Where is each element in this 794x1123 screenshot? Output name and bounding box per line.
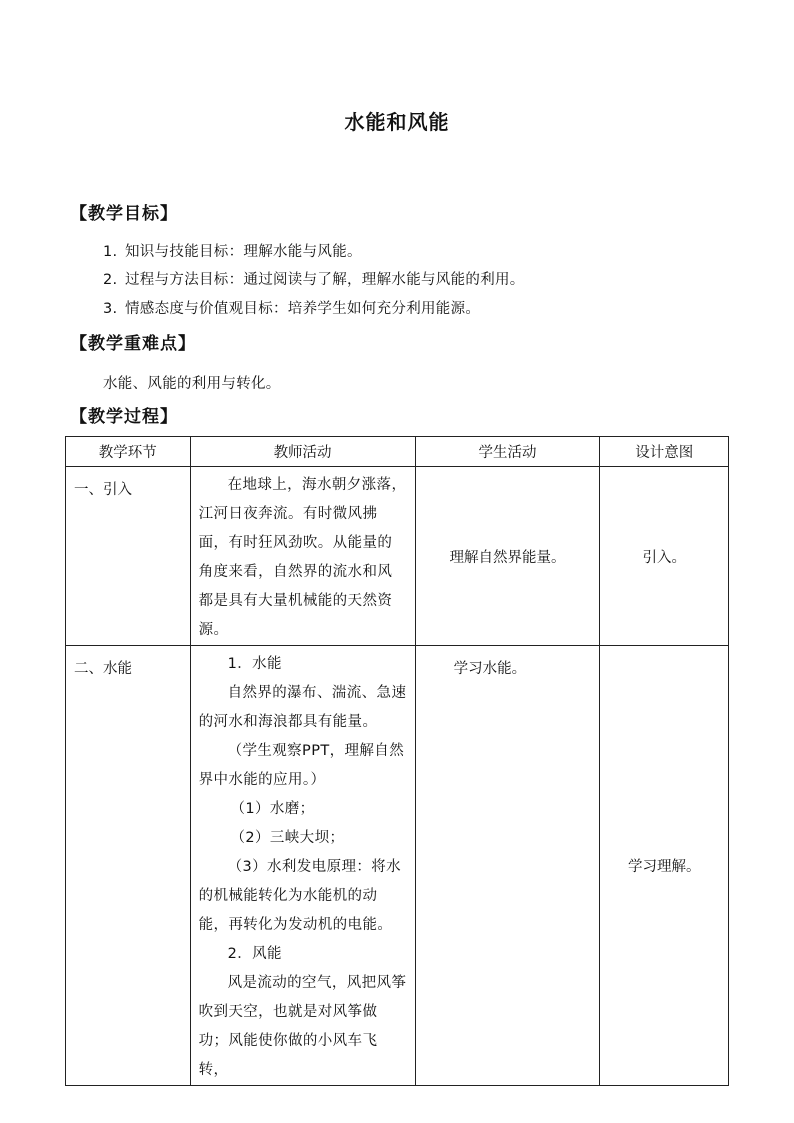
teacher-text: （2）三峡大坝； bbox=[230, 830, 345, 846]
student-activity-cell: 学习水能。 bbox=[415, 646, 600, 1086]
objective-number: 3. bbox=[103, 301, 118, 317]
objective-text: 情感态度与价值观目标：培养学生如何充分利用能源。 bbox=[125, 301, 481, 317]
objectives-heading: 【教学目标】 bbox=[70, 204, 178, 224]
objective-item bbox=[103, 268, 525, 289]
teacher-text: 风是流动的空气，风把风筝吹到天空，也就是对风筝做功；风能使你做的小风车飞转， bbox=[198, 975, 407, 1078]
table-header-row bbox=[66, 437, 729, 467]
teacher-text: 在地球上，海水朝夕涨落，江河日夜奔流。有时微风拂面，有时狂风劲吹。从能量的角度来看，自然界的流水和风都是具有大量机械能的天然资源。 bbox=[198, 477, 407, 638]
key-points-heading: 【教学重难点】 bbox=[70, 334, 196, 354]
teacher-text: 2．风能 bbox=[227, 946, 282, 962]
objective-text: 过程与方法目标：通过阅读与了解，理解水能与风能的利用。 bbox=[125, 272, 525, 288]
teacher-text: （1）水磨； bbox=[230, 801, 315, 817]
teacher-activity-cell bbox=[190, 467, 415, 646]
process-heading: 【教学过程】 bbox=[70, 407, 178, 427]
teacher-activity-cell bbox=[190, 646, 415, 1086]
teacher-text: 1．水能 bbox=[227, 656, 282, 672]
objective-text: 知识与技能目标：理解水能与风能。 bbox=[125, 244, 362, 260]
teaching-process-table bbox=[65, 436, 729, 1086]
teacher-text: （学生观察PPT，理解自然界中水能的应用。） bbox=[198, 743, 405, 788]
design-intent-cell: 学习理解。 bbox=[600, 646, 729, 1086]
teacher-text: 自然界的瀑布、湍流、急速的河水和海浪都具有能量。 bbox=[198, 685, 407, 730]
stage-cell: 二、水能 bbox=[66, 646, 191, 1086]
column-header: 学生活动 bbox=[415, 437, 600, 467]
design-intent-cell: 引入。 bbox=[600, 467, 729, 646]
student-activity-cell: 理解自然界能量。 bbox=[415, 467, 600, 646]
column-header: 教师活动 bbox=[190, 437, 415, 467]
objective-number: 2. bbox=[103, 272, 118, 288]
stage-cell: 一、引入 bbox=[66, 467, 191, 646]
objective-number: 1. bbox=[103, 244, 118, 260]
column-header: 教学环节 bbox=[66, 437, 191, 467]
objective-item bbox=[103, 240, 362, 261]
page-title: 水能和风能 bbox=[344, 110, 450, 134]
teacher-text: （3）水利发电原理：将水的机械能转化为水能机的动能，再转化为发动机的电能。 bbox=[198, 859, 402, 933]
table-row bbox=[66, 646, 729, 1086]
key-points-text: 水能、风能的利用与转化。 bbox=[103, 376, 281, 392]
table-row bbox=[66, 467, 729, 646]
column-header: 设计意图 bbox=[600, 437, 729, 467]
objective-item bbox=[103, 297, 480, 318]
